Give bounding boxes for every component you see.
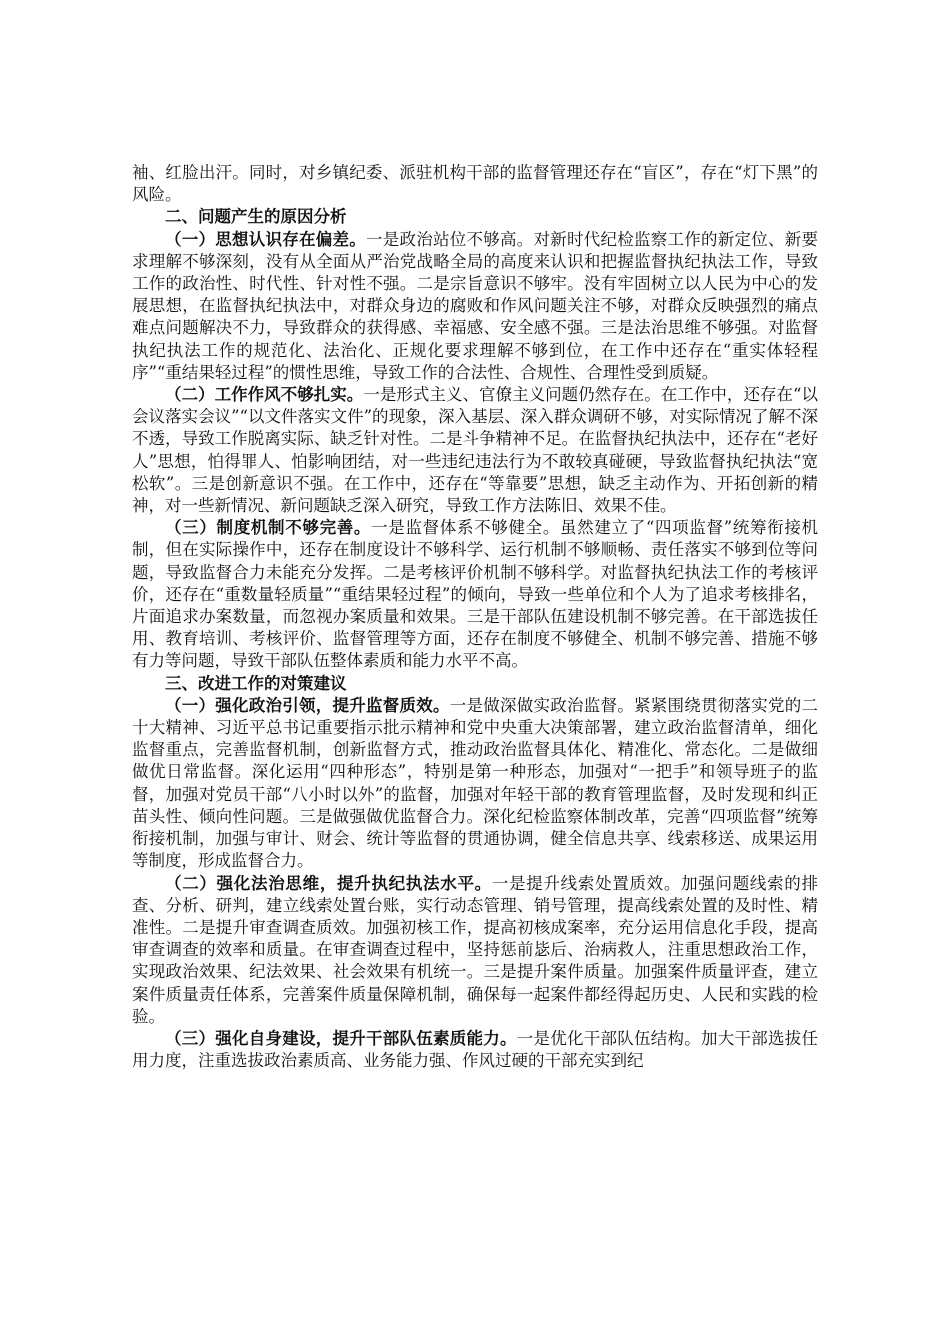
- item-lead: （三）制度机制不够完善。: [165, 518, 372, 538]
- item-lead: （三）强化自身建设，提升干部队伍素质能力。: [165, 1028, 517, 1048]
- item-lead: （一）思想认识存在偏差。: [165, 229, 366, 249]
- item-text: 一是政治站位不够高。对新时代纪检监察工作的新定位、新要求理解不够深刻，没有从全面从严治党战略全局的高度来认识和把握监督执纪执法工作，导致工作的政治性、时代性、针对性不强。二是宗旨意识不够牢。没有牢固树立以人民为中心的发展思想，在监督执纪执法中，对群众身边的腐败和作风问题关注不够，对群众反映强烈的痛点难点问题解决不力，导致群众的获得感、幸福感、安全感不强。三是法治思维不够强。对监督执纪执法工作的规范化、法治化、正规化要求理解不够到位，在工作中还存在“重实体轻程序”“重结果轻过程”的惯性思维，导致工作的合法性、合规性、合理性受到质疑。: [132, 229, 818, 382]
- list-item: [132, 1028, 818, 1072]
- document-page: [132, 162, 818, 1072]
- list-item: [132, 384, 818, 517]
- list-item: [132, 873, 818, 1028]
- item-text: 一是监督体系不够健全。虽然建立了“四项监督”统筹衔接机制，但在实际操作中，还存在制度设计不够科学、运行机制不够顺畅、责任落实不够到位等问题，导致监督合力未能充分发挥。二是考核评价机制不够科学。对监督执纪执法工作的考核评价，还存在“重数量轻质量”“重结果轻过程”的倾向，导致一些单位和个人为了追求考核排名，片面追求办案数量，而忽视办案质量和效果。三是干部队伍建设机制不够完善。在干部选拔任用、教育培训、考核评价、监督管理等方面，还存在制度不够健全、机制不够完善、措施不够有力等问题，导致干部队伍整体素质和能力水平不高。: [132, 518, 818, 671]
- item-lead: （二）工作作风不够扎实。: [165, 385, 364, 405]
- list-item: [132, 229, 818, 384]
- item-text: 一是提升线索处置质效。加强问题线索的排查、分析、研判，建立线索处置台账，实行动态管理、销号管理，提高线索处置的及时性、精准性。二是提升审查调查质效。加强初核工作，提高初核成案率，充分运用信息化手段，提高审查调查的效率和质量。在审查调查过程中，坚持惩前毖后、治病救人，注重思想政治工作，实现政治效果、纪法效果、社会效果有机统一。三是提升案件质量。加强案件质量评查，建立案件质量责任体系，完善案件质量保障机制，确保每一起案件都经得起历史、人民和实践的检验。: [132, 873, 819, 1026]
- paragraph-continuation: 袖、红脸出汗。同时，对乡镇纪委、派驻机构干部的监督管理还存在“盲区”，存在“灯下黑”的风险。: [132, 163, 818, 205]
- item-text: 一是形式主义、官僚主义问题仍然存在。在工作中，还存在“以会议落实会议”“以文件落实文件”的现象，深入基层、深入群众调研不够，对实际情况了解不深不透，导致工作脱离实际、缺乏针对性。二是斗争精神不足。在监督执纪执法中，还存在“老好人”思想，怕得罪人、怕影响团结，对一些违纪违法行为不敢较真碰硬，导致监督执纪执法“宽松软”。三是创新意识不强。在工作中，还存在“等靠要”思想，缺乏主动作为、开拓创新的精神，对一些新情况、新问题缺乏深入研究，导致工作方法陈旧、效果不佳。: [132, 385, 818, 516]
- section-heading: 三、改进工作的对策建议: [165, 673, 347, 693]
- item-text: 一是做深做实政治监督。紧紧围绕贯彻落实党的二十大精神、习近平总书记重要指示批示精神和党中央重大决策部署，建立政治监督清单，细化监督重点，完善监督机制，创新监督方式，推动政治监督具体化、精准化、常态化。二是做细做优日常监督。深化运用“四种形态”，特别是第一种形态，加强对“一把手”和领导班子的监督，加强对党员干部“八小时以外”的监督，加强对年轻干部的教育管理监督，及时发现和纠正苗头性、倾向性问题。三是做强做优监督合力。深化纪检监察体制改革，完善“四项监督”统筹衔接机制，加强与审计、财会、统计等监督的贯通协调，健全信息共享、线索移送、成果运用等制度，形成监督合力。: [132, 695, 818, 871]
- item-text: 一是优化干部队伍结构。加大干部选拔任用力度，注重选拔政治素质高、业务能力强、作风过硬的干部充实到纪: [132, 1028, 818, 1071]
- section-heading: 二、问题产生的原因分析: [165, 207, 347, 227]
- list-item: [132, 695, 818, 873]
- list-item: [132, 517, 818, 672]
- item-lead: （二）强化法治思维，提升执纪执法水平。: [165, 873, 492, 893]
- item-lead: （一）强化政治引领，提升监督质效。: [165, 695, 450, 715]
